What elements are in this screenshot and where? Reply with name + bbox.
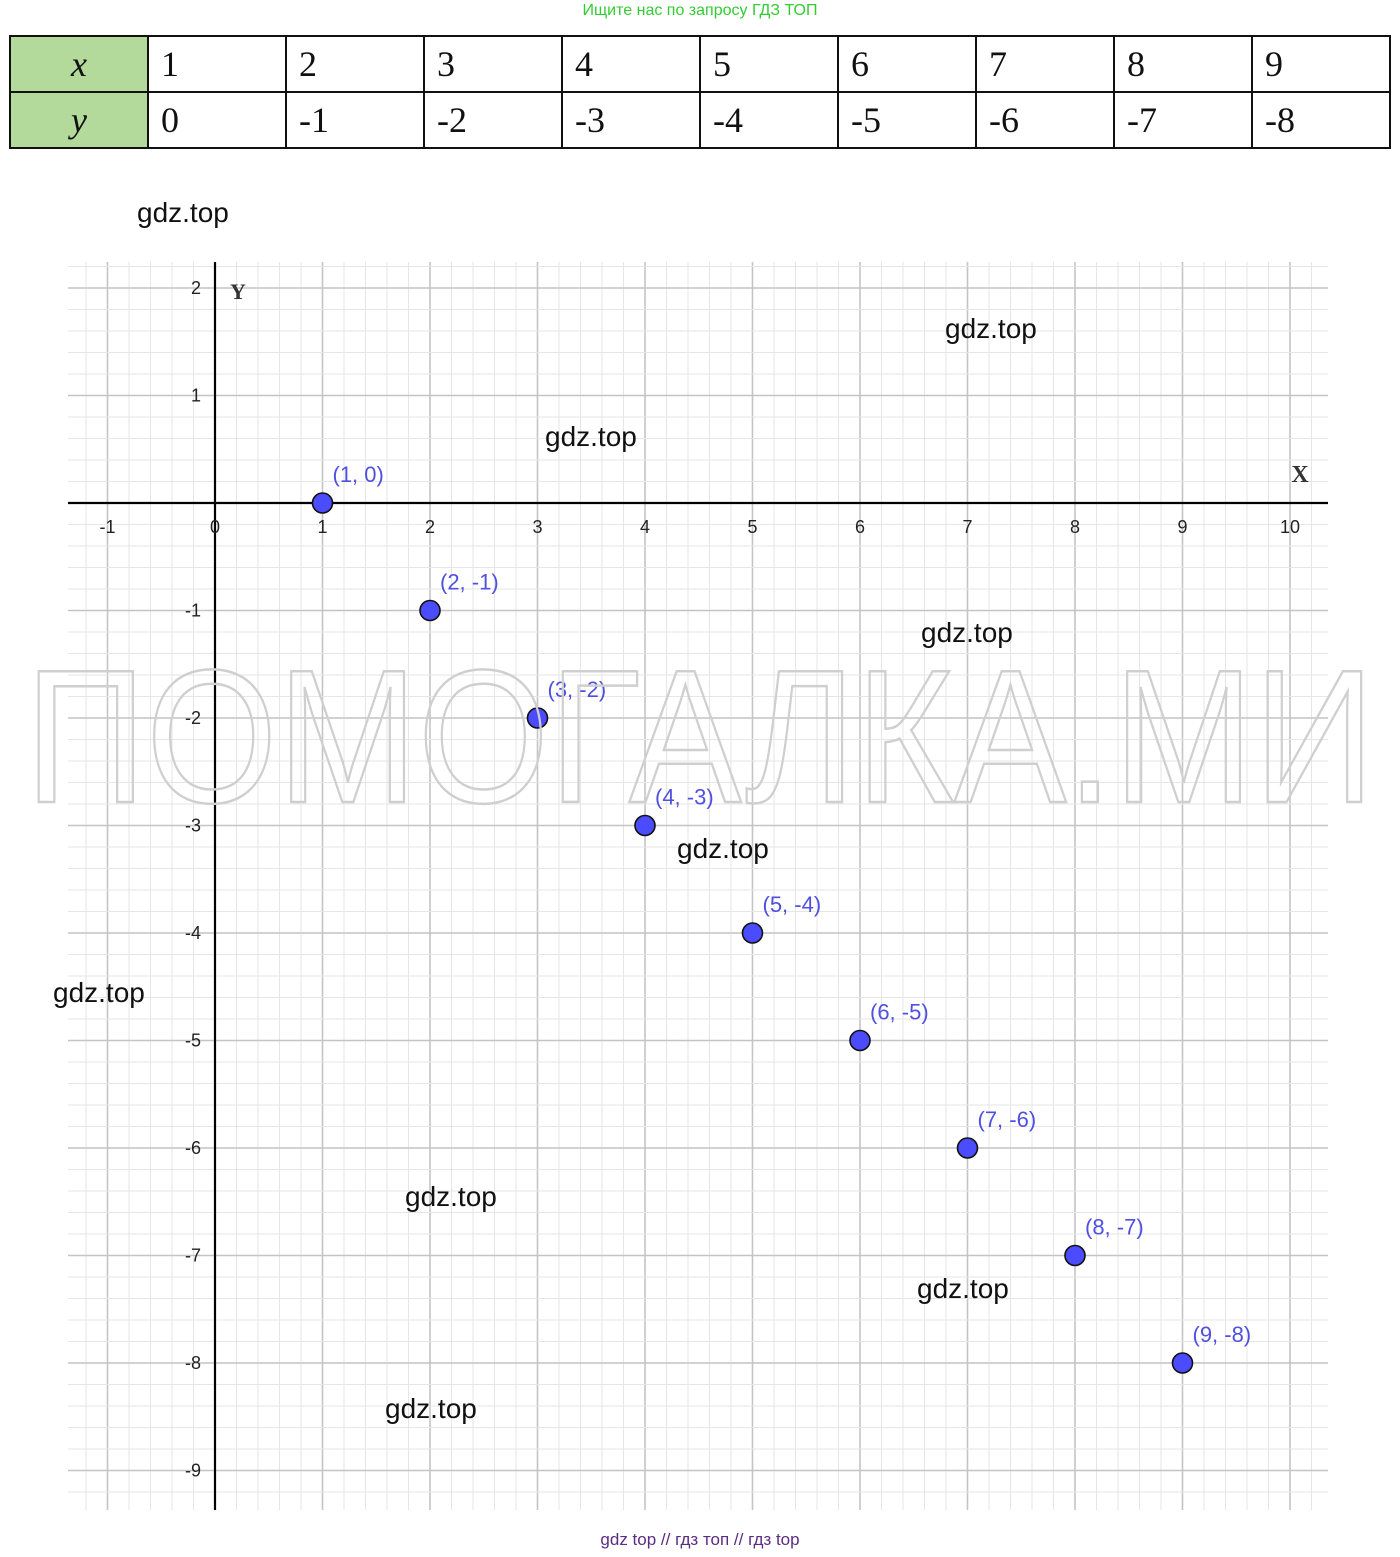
x-cell: 9 xyxy=(1252,36,1390,92)
y-cell: -7 xyxy=(1114,92,1252,148)
watermark-text: gdz.top xyxy=(53,977,145,1008)
x-cell: 6 xyxy=(838,36,976,92)
x-tick-label: 5 xyxy=(747,517,758,537)
x-tick-label: 4 xyxy=(639,517,651,537)
top-banner: Ищите нас по запросу ГДЗ ТОП xyxy=(582,2,818,19)
y-tick-label: -7 xyxy=(184,1245,201,1266)
x-tick-label: 0 xyxy=(209,517,221,537)
y-tick-label: -1 xyxy=(184,600,201,621)
y-cell: -6 xyxy=(976,92,1114,148)
x-axis-label: X xyxy=(1291,462,1309,488)
data-point-label: (8, -7) xyxy=(1085,1214,1144,1240)
data-point xyxy=(958,1138,978,1158)
x-tick-label: 10 xyxy=(1279,517,1301,537)
x-tick-label: 2 xyxy=(424,517,436,537)
table-row-x xyxy=(10,36,1390,92)
x-cell: 8 xyxy=(1114,36,1252,92)
y-tick-label: -3 xyxy=(184,815,201,836)
x-tick-label: 1 xyxy=(317,517,328,537)
data-point xyxy=(1173,1353,1193,1373)
watermark-text: gdz.top xyxy=(921,617,1013,648)
y-tick-label: 1 xyxy=(190,385,201,406)
y-cell: -8 xyxy=(1252,92,1390,148)
x-tick-label: 9 xyxy=(1177,517,1188,537)
data-point-label: (2, -1) xyxy=(440,569,499,595)
y-axis-label: Y xyxy=(230,279,246,304)
data-point-label: (3, -2) xyxy=(547,677,607,702)
watermark-text: gdz.top xyxy=(917,1273,1009,1304)
value-table xyxy=(9,35,1391,149)
data-point-label: (1, 0) xyxy=(332,462,384,487)
x-cell: 7 xyxy=(976,36,1114,92)
data-point-label: (5, -4) xyxy=(762,892,822,917)
y-tick-label: -9 xyxy=(184,1460,201,1481)
x-cell: 5 xyxy=(700,36,838,92)
data-point xyxy=(420,601,440,621)
watermark-text: gdz.top xyxy=(385,1393,477,1424)
y-tick-label: 2 xyxy=(190,278,201,298)
x-cell: 2 xyxy=(286,36,424,92)
watermark-text: gdz.top xyxy=(405,1181,497,1212)
x-header-cell: x xyxy=(10,36,148,92)
footer: gdz top // гдз топ // гдз top xyxy=(600,1530,800,1549)
y-cell: 0 xyxy=(148,92,286,148)
x-tick-label: 8 xyxy=(1069,517,1081,537)
y-tick-label: -4 xyxy=(184,923,201,943)
data-point xyxy=(743,923,763,943)
grid xyxy=(68,262,1328,1510)
data-point-label: (4, -3) xyxy=(655,784,714,810)
svg-text:ПОМОГАЛКА.МИ: ПОМОГАЛКА.МИ xyxy=(25,640,1375,840)
y-tick-label: -5 xyxy=(184,1030,201,1051)
y-header-cell: y xyxy=(10,92,148,148)
watermark-text: gdz.top xyxy=(677,833,769,864)
x-cell: 1 xyxy=(148,36,286,92)
data-point xyxy=(850,1031,870,1051)
y-cell: -3 xyxy=(562,92,700,148)
data-point-label: (9, -8) xyxy=(1192,1322,1252,1347)
x-tick-label: -1 xyxy=(99,517,116,537)
y-tick-label: -2 xyxy=(184,708,201,728)
x-tick-label: 6 xyxy=(854,517,866,537)
data-point xyxy=(313,493,333,513)
x-cell: 3 xyxy=(424,36,562,92)
data-point xyxy=(1065,1246,1085,1266)
data-point-label: (6, -5) xyxy=(870,999,929,1025)
y-tick-label: -8 xyxy=(184,1353,201,1373)
y-cell: -4 xyxy=(700,92,838,148)
watermark-text: gdz.top xyxy=(137,197,229,228)
big-watermark xyxy=(15,640,1385,840)
x-tick-label: 3 xyxy=(532,517,543,537)
coordinate-graph xyxy=(0,250,1400,1525)
y-tick-label: -6 xyxy=(184,1138,201,1158)
data-points xyxy=(313,462,1252,1373)
watermark-text: gdz.top xyxy=(545,421,637,452)
watermark-text: gdz.top xyxy=(945,313,1037,344)
y-cell: -1 xyxy=(286,92,424,148)
table-row-y xyxy=(10,92,1390,148)
y-cell: -5 xyxy=(838,92,976,148)
x-tick-label: 7 xyxy=(962,517,973,537)
data-point-label: (7, -6) xyxy=(977,1107,1037,1132)
x-cell: 4 xyxy=(562,36,700,92)
y-cell: -2 xyxy=(424,92,562,148)
